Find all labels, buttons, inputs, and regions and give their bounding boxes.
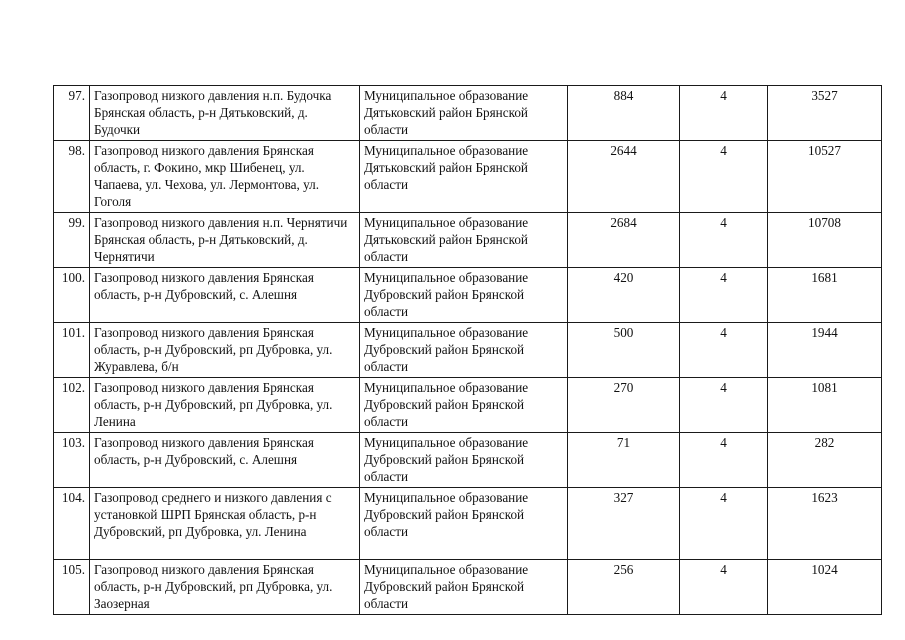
row-number: 104. — [54, 488, 90, 560]
amount-value: 1081 — [768, 378, 882, 433]
count-value: 4 — [680, 488, 768, 560]
object-name: Газопровод среднего и низкого давления с установкой ШРП Брянская область, р-н Дубровский, рп Дубровка, ул. Ленина — [90, 488, 360, 560]
owner: Муниципальное образование Дубровский район Брянской области — [360, 323, 568, 378]
owner: Муниципальное образование Дубровский район Брянской области — [360, 433, 568, 488]
length-value: 2684 — [568, 213, 680, 268]
gas-pipeline-table — [53, 85, 882, 615]
row-number: 98. — [54, 141, 90, 213]
table-row — [54, 268, 882, 323]
owner: Муниципальное образование Дятьковский район Брянской области — [360, 86, 568, 141]
table-row — [54, 86, 882, 141]
owner: Муниципальное образование Дубровский район Брянской области — [360, 560, 568, 615]
table-row — [54, 323, 882, 378]
row-number: 102. — [54, 378, 90, 433]
object-name: Газопровод низкого давления Брянская область, р-н Дубровский, с. Алешня — [90, 433, 360, 488]
length-value: 2644 — [568, 141, 680, 213]
count-value: 4 — [680, 378, 768, 433]
amount-value: 282 — [768, 433, 882, 488]
row-number: 103. — [54, 433, 90, 488]
row-number: 101. — [54, 323, 90, 378]
amount-value: 1944 — [768, 323, 882, 378]
count-value: 4 — [680, 86, 768, 141]
row-number: 100. — [54, 268, 90, 323]
owner: Муниципальное образование Дубровский район Брянской области — [360, 378, 568, 433]
table-row — [54, 213, 882, 268]
table-row — [54, 433, 882, 488]
count-value: 4 — [680, 323, 768, 378]
table-row — [54, 378, 882, 433]
owner: Муниципальное образование Дятьковский район Брянской области — [360, 213, 568, 268]
length-value: 500 — [568, 323, 680, 378]
row-number: 105. — [54, 560, 90, 615]
count-value: 4 — [680, 141, 768, 213]
amount-value: 1681 — [768, 268, 882, 323]
object-name: Газопровод низкого давления Брянская область, р-н Дубровский, с. Алешня — [90, 268, 360, 323]
amount-value: 1623 — [768, 488, 882, 560]
object-name: Газопровод низкого давления Брянская область, р-н Дубровский, рп Дубровка, ул. Ленина — [90, 378, 360, 433]
row-number: 99. — [54, 213, 90, 268]
table-row — [54, 141, 882, 213]
owner: Муниципальное образование Дубровский район Брянской области — [360, 268, 568, 323]
length-value: 270 — [568, 378, 680, 433]
object-name: Газопровод низкого давления н.п. Будочка Брянская область, р-н Дятьковский, д. Будочки — [90, 86, 360, 141]
length-value: 420 — [568, 268, 680, 323]
length-value: 71 — [568, 433, 680, 488]
table-row — [54, 488, 882, 560]
table-row — [54, 560, 882, 615]
amount-value: 1024 — [768, 560, 882, 615]
owner: Муниципальное образование Дубровский район Брянской области — [360, 488, 568, 560]
amount-value: 3527 — [768, 86, 882, 141]
amount-value: 10527 — [768, 141, 882, 213]
object-name: Газопровод низкого давления Брянская область, г. Фокино, мкр Шибенец, ул. Чапаева, ул. Чехова, ул. Лермонтова, ул. Гоголя — [90, 141, 360, 213]
owner: Муниципальное образование Дятьковский район Брянской области — [360, 141, 568, 213]
length-value: 256 — [568, 560, 680, 615]
length-value: 884 — [568, 86, 680, 141]
amount-value: 10708 — [768, 213, 882, 268]
row-number: 97. — [54, 86, 90, 141]
object-name: Газопровод низкого давления Брянская область, р-н Дубровский, рп Дубровка, ул. Журавлева, б/н — [90, 323, 360, 378]
count-value: 4 — [680, 268, 768, 323]
count-value: 4 — [680, 560, 768, 615]
count-value: 4 — [680, 213, 768, 268]
count-value: 4 — [680, 433, 768, 488]
object-name: Газопровод низкого давления Брянская область, р-н Дубровский, рп Дубровка, ул. Заозерная — [90, 560, 360, 615]
length-value: 327 — [568, 488, 680, 560]
object-name: Газопровод низкого давления н.п. Чернятичи Брянская область, р-н Дятьковский, д. Чернятичи — [90, 213, 360, 268]
